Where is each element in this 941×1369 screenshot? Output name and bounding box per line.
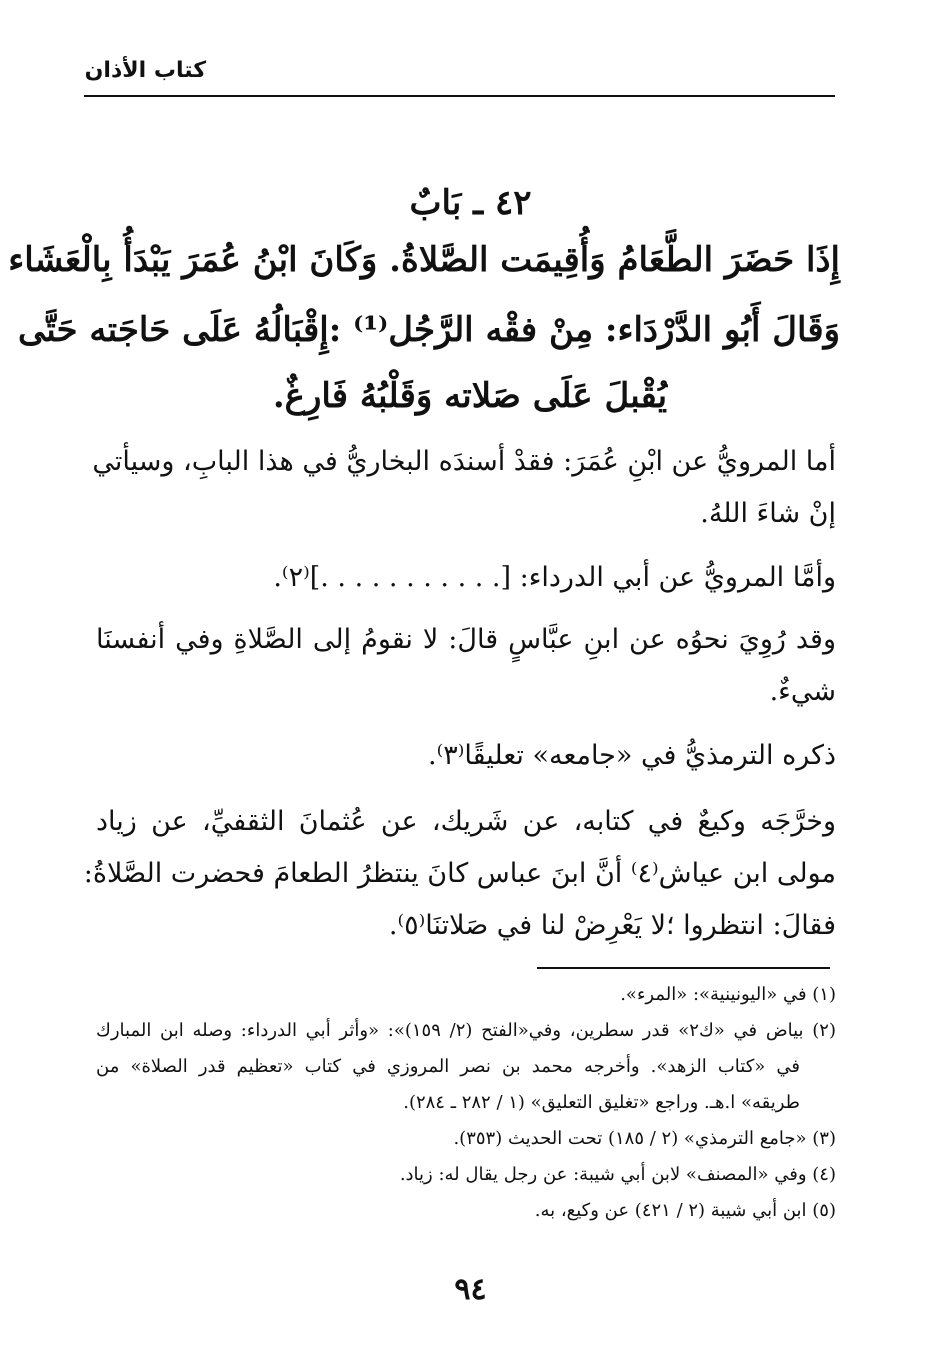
- footnotes: [96, 977, 836, 1229]
- paragraph-line: فقالَ: انتظروا ؛لا يَعْرِضْ لنا في صَلاتنَا⁽٥⁾.: [388, 910, 836, 941]
- paragraph-ibn-umar: [92, 436, 836, 540]
- paragraph-line: وأمَّا المرويُّ عن أبي الدرداء: [. . . . . . . . . . .]⁽٢⁾.: [273, 562, 836, 593]
- paragraph-line: مولى ابن عياش⁽٤⁾ أنَّ ابنَ عباس كانَ ينتظرُ الطعامَ فحضرت الصَّلاةُ:: [83, 858, 836, 889]
- paragraph-line: أما المرويُّ عن ابْنِ عُمَرَ: فقدْ أسندَه البخاريُّ في هذا البابِ، وسيأتي: [92, 446, 836, 477]
- footnote-2-continued: طريقه» ا.هـ. وراجع «تغليق التعليق» (١ / ٢٨٢ ـ ٢٨٤).: [403, 1092, 800, 1113]
- paragraph-ibn-abbas: [96, 614, 836, 718]
- page-number: ٩٤: [454, 1272, 487, 1307]
- paragraph-line: ذكره الترمذيُّ في «جامعه» تعليقًا⁽٣⁾.: [428, 740, 836, 771]
- footnote-4: (٤) وفي «المصنف» لابن أبي شيبة: عن رجل يقال له: زياد.: [399, 1164, 836, 1185]
- paragraph-line: شيءٌ.: [769, 676, 836, 707]
- paragraph-line: إنْ شاءَ اللهُ.: [700, 498, 836, 529]
- footnote-3: (٣) «جامع الترمذي» (٢ / ١٨٥) تحت الحديث (٣٥٣).: [453, 1128, 836, 1149]
- chapter-heading-line-2: وَقَالَ أَبُو الدَّرْدَاء: مِنْ فقْه الرَّجُل⁽¹⁾ :إِقْبَالُهُ عَلَى حَاجَته حَتَّى: [17, 310, 840, 350]
- paragraph-waki: [83, 796, 836, 952]
- chapter-heading-line-1: إِذَا حَضَرَ الطَّعَامُ وَأُقِيمَت الصَّلاةُ. وَكَانَ ابْنُ عُمَرَ يَبْدَأُ بِالْعَشَاء: [8, 240, 840, 280]
- footnote-1: (١) في «اليونينية»: «المرء».: [620, 984, 836, 1005]
- footnote-rule: [537, 967, 830, 969]
- paragraph-line: وقد رُوِيَ نحوُه عن ابنِ عبَّاسٍ قالَ: لا نقومُ إلى الصَّلاةِ وفي أنفسنَا: [96, 624, 836, 655]
- footnote-2: (٢) بياض في «ك٢» قدر سطرين، وفي«الفتح (٢/ ١٥٩)»: «وأثر أبي الدرداء: وصله ابن المبارك: [96, 1020, 836, 1041]
- running-title: كتاب الأذان: [84, 58, 206, 83]
- footnote-2-continued: في «كتاب الزهد». وأخرجه محمد بن نصر المروزي في كتاب «تعظيم قدر الصلاة» من: [96, 1056, 800, 1077]
- chapter-heading-line-3: يُقْبلَ عَلَى صَلاته وَقَلْبُهُ فَارِغٌ.: [272, 376, 668, 416]
- paragraph-line: وخرَّجَه وكيعٌ في كتابه، عن شَريك، عن عُثمانَ الثقفيِّ، عن زياد: [96, 806, 836, 837]
- paragraph-abu-darda: [96, 552, 836, 604]
- chapter-number: ٤٢ ـ بَابٌ: [409, 183, 532, 223]
- header-rule: [84, 95, 835, 97]
- paragraph-tirmidhi: [96, 730, 836, 782]
- footnote-5: (٥) ابن أبي شيبة (٢ / ٤٢١) عن وكيع، به.: [534, 1200, 836, 1221]
